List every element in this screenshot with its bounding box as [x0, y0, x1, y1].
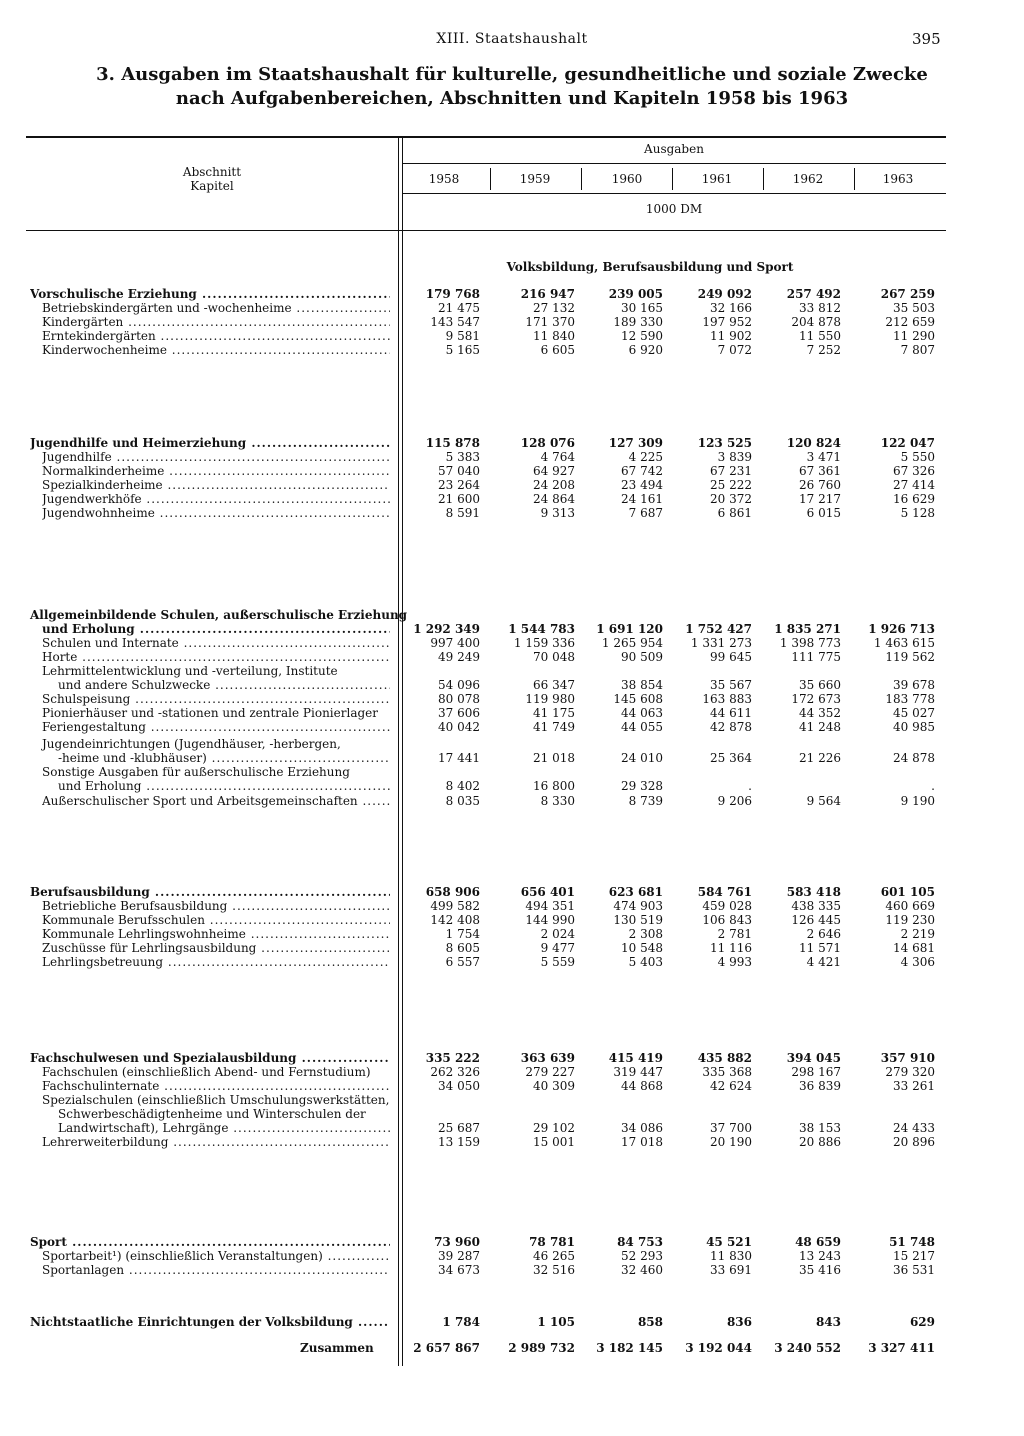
value-cell-1958: 54 096 [438, 678, 480, 692]
value-cell-1959: 11 840 [533, 329, 575, 343]
value-cell-1963: 5 128 [900, 506, 935, 520]
value-cell-1962: 13 243 [799, 1249, 841, 1263]
value-cell-1961: 42 624 [710, 1079, 752, 1093]
value-cell-1963: 267 259 [880, 287, 935, 301]
value-cell-1959: 2 024 [540, 927, 575, 941]
value-cell-1959: 656 401 [520, 885, 575, 899]
value-cell-1958: 80 078 [438, 692, 480, 706]
value-cell-1960: 17 018 [621, 1135, 663, 1149]
row-label: Landwirtschaft), Lehrgänge ..... [58, 1122, 390, 1135]
value-cell-1961: 20 372 [710, 492, 752, 506]
value-cell-1958: 997 400 [430, 636, 480, 650]
value-cell-1958: 2 657 867 [413, 1341, 480, 1355]
value-cell-1962: 1 835 271 [774, 622, 841, 636]
value-cell-1959: 40 309 [533, 1079, 575, 1093]
value-cell-1959: 1 105 [537, 1315, 575, 1329]
row-label: Jugendwerkhöfe ..... [42, 493, 390, 506]
row-label: Zuschüsse für Lehrlingsausbildung ..... [42, 942, 390, 955]
value-cell-1958: 1 292 349 [413, 622, 480, 636]
value-cell-1963: 460 669 [885, 899, 935, 913]
value-cell-1960: 6 920 [628, 343, 663, 357]
row-label: Kindergärten ..... [42, 316, 390, 329]
value-cell-1959: 41 175 [533, 706, 575, 720]
row-label: Feriengestaltung ..... [42, 721, 390, 734]
value-cell-1958: 142 408 [430, 913, 480, 927]
value-cell-1958: 21 600 [438, 492, 480, 506]
value-cell-1960: 145 608 [613, 692, 663, 706]
value-cell-1960: 24 010 [621, 751, 663, 765]
value-cell-1958: 13 159 [438, 1135, 480, 1149]
value-cell-1962: 438 335 [791, 899, 841, 913]
section-title: Volksbildung, Berufsausbildung und Sport [506, 260, 794, 274]
value-cell-1959: 6 605 [540, 343, 575, 357]
value-cell-1963: 2 219 [900, 927, 935, 941]
value-cell-1962: 41 248 [799, 720, 841, 734]
stub-header-kapitel: Kapitel [190, 179, 234, 193]
value-cell-1961: 584 761 [697, 885, 752, 899]
value-cell-1958: 8 605 [445, 941, 480, 955]
value-cell-1961: 836 [726, 1315, 752, 1329]
value-cell-1963: 357 910 [880, 1051, 935, 1065]
row-label: Allgemeinbildende Schulen, außerschulische Erziehung [30, 608, 408, 622]
value-cell-1959: 8 330 [540, 794, 575, 808]
value-cell-1959: 64 927 [533, 464, 575, 478]
year-header-1959: 1959 [519, 172, 551, 186]
row-label: Außerschulischer Sport und Arbeitsgemeinschaften ..... [42, 795, 390, 808]
value-cell-1959: 494 351 [525, 899, 575, 913]
value-cell-1962: 4 421 [806, 955, 841, 969]
value-cell-1963: 11 290 [893, 329, 935, 343]
row-label: Zusammen [300, 1341, 374, 1355]
value-cell-1962: 33 812 [799, 301, 841, 315]
value-cell-1958: 115 878 [425, 436, 480, 450]
value-cell-1958: 25 687 [438, 1121, 480, 1135]
value-cell-1960: 44 055 [621, 720, 663, 734]
value-cell-1962: 172 673 [791, 692, 841, 706]
row-label: Sport ..... [30, 1236, 390, 1249]
value-cell-1960: 44 868 [621, 1079, 663, 1093]
value-cell-1961: 7 072 [717, 343, 752, 357]
value-cell-1958: 39 287 [438, 1249, 480, 1263]
value-cell-1959: 5 559 [540, 955, 575, 969]
year-separator [672, 168, 673, 190]
value-cell-1962: 394 045 [786, 1051, 841, 1065]
value-cell-1958: 179 768 [425, 287, 480, 301]
value-cell-1958: 40 042 [438, 720, 480, 734]
value-cell-1959: 2 989 732 [508, 1341, 575, 1355]
value-cell-1961: 4 993 [717, 955, 752, 969]
value-cell-1963: 119 230 [885, 913, 935, 927]
value-cell-1961: 11 902 [710, 329, 752, 343]
year-header-1963: 1963 [882, 172, 914, 186]
value-cell-1960: 858 [637, 1315, 663, 1329]
value-cell-1958: 5 383 [445, 450, 480, 464]
value-cell-1962: 11 571 [799, 941, 841, 955]
value-cell-1959: 46 265 [533, 1249, 575, 1263]
value-cell-1962: 67 361 [799, 464, 841, 478]
value-cell-1960: 44 063 [621, 706, 663, 720]
value-cell-1958: 499 582 [430, 899, 480, 913]
value-cell-1962: 257 492 [786, 287, 841, 301]
value-cell-1959: 78 781 [529, 1235, 575, 1249]
row-label: Jugendhilfe ..... [42, 451, 390, 464]
row-label: Sportarbeit¹) (einschließlich Veranstaltungen) ..... [42, 1250, 390, 1263]
header-years-rule [402, 193, 946, 194]
value-cell-1961: 25 364 [710, 751, 752, 765]
value-cell-1960: 29 328 [621, 779, 663, 793]
row-label: Horte ..... [42, 651, 390, 664]
value-cell-1959: 15 001 [533, 1135, 575, 1149]
value-cell-1961: 163 883 [702, 692, 752, 706]
value-cell-1959: 216 947 [520, 287, 575, 301]
value-cell-1961: 9 206 [717, 794, 752, 808]
value-cell-1961: 123 525 [697, 436, 752, 450]
header-bottom-rule [26, 230, 946, 231]
row-label: -heime und -klubhäuser) ..... [58, 752, 390, 765]
value-cell-1960: 319 447 [613, 1065, 663, 1079]
value-cell-1960: 415 419 [608, 1051, 663, 1065]
value-cell-1959: 9 477 [540, 941, 575, 955]
header-group-rule [402, 163, 946, 164]
value-cell-1961: 335 368 [702, 1065, 752, 1079]
value-cell-1963: 14 681 [893, 941, 935, 955]
row-label: Sportanlagen ..... [42, 1264, 390, 1277]
value-cell-1961: 11 116 [710, 941, 752, 955]
value-cell-1960: 67 742 [621, 464, 663, 478]
value-cell-1961: 1 752 427 [685, 622, 752, 636]
value-cell-1963: 1 926 713 [868, 622, 935, 636]
row-label: Schulspeisung ..... [42, 693, 390, 706]
value-cell-1959: 128 076 [520, 436, 575, 450]
value-cell-1959: 144 990 [525, 913, 575, 927]
value-cell-1960: 239 005 [608, 287, 663, 301]
value-cell-1962: 3 240 552 [774, 1341, 841, 1355]
value-cell-1960: 474 903 [613, 899, 663, 913]
row-label: Jugendeinrichtungen (Jugendhäuser, -herbergen, [42, 737, 341, 751]
value-cell-1959: 29 102 [533, 1121, 575, 1135]
row-label: Kommunale Lehrlingswohnheime ..... [42, 928, 390, 941]
value-cell-1962: 38 153 [799, 1121, 841, 1135]
value-cell-1960: 5 403 [628, 955, 663, 969]
value-cell-1961: 3 839 [717, 450, 752, 464]
row-label: Fachschulen (einschließlich Abend- und Fernstudium) [42, 1065, 371, 1079]
value-cell-1960: 23 494 [621, 478, 663, 492]
value-cell-1958: 37 606 [438, 706, 480, 720]
value-cell-1961: 33 691 [710, 1263, 752, 1277]
value-cell-1958: 335 222 [425, 1051, 480, 1065]
value-cell-1961: 99 645 [710, 650, 752, 664]
value-cell-1959: 1 544 783 [508, 622, 575, 636]
value-cell-1961: 67 231 [710, 464, 752, 478]
row-label: Vorschulische Erziehung ..... [30, 288, 390, 301]
value-cell-1963: 629 [909, 1315, 935, 1329]
value-cell-1963: 119 562 [885, 650, 935, 664]
unit-label: 1000 DM [645, 202, 703, 216]
row-label: Kinderwochenheime ..... [42, 344, 390, 357]
value-cell-1962: 11 550 [799, 329, 841, 343]
value-cell-1963: 45 027 [893, 706, 935, 720]
row-label: und andere Schulzwecke ..... [58, 679, 390, 692]
value-cell-1959: 171 370 [525, 315, 575, 329]
value-cell-1962: 7 252 [806, 343, 841, 357]
value-cell-1960: 623 681 [608, 885, 663, 899]
value-cell-1961: 6 861 [717, 506, 752, 520]
value-cell-1963: 67 326 [893, 464, 935, 478]
value-cell-1958: 262 326 [430, 1065, 480, 1079]
value-cell-1963: 36 531 [893, 1263, 935, 1277]
value-cell-1963: . [931, 779, 935, 793]
row-label: Sonstige Ausgaben für außerschulische Erziehung [42, 765, 350, 779]
row-label: Jugendhilfe und Heimerziehung ..... [30, 437, 390, 450]
value-cell-1963: 51 748 [889, 1235, 935, 1249]
value-cell-1958: 8 591 [445, 506, 480, 520]
year-separator [490, 168, 491, 190]
value-cell-1958: 1 754 [445, 927, 480, 941]
value-cell-1961: 459 028 [702, 899, 752, 913]
value-cell-1963: 40 985 [893, 720, 935, 734]
value-cell-1959: 24 864 [533, 492, 575, 506]
year-header-1960: 1960 [611, 172, 643, 186]
value-cell-1960: 30 165 [621, 301, 663, 315]
value-cell-1961: 32 166 [710, 301, 752, 315]
value-cell-1963: 24 878 [893, 751, 935, 765]
value-cell-1963: 183 778 [885, 692, 935, 706]
value-cell-1960: 34 086 [621, 1121, 663, 1135]
value-cell-1960: 2 308 [628, 927, 663, 941]
row-label: Nichtstaatliche Einrichtungen der Volksbildung ..... [30, 1316, 390, 1329]
value-cell-1962: 48 659 [795, 1235, 841, 1249]
value-cell-1960: 90 509 [621, 650, 663, 664]
value-cell-1963: 24 433 [893, 1121, 935, 1135]
value-cell-1960: 7 687 [628, 506, 663, 520]
value-cell-1963: 9 190 [900, 794, 935, 808]
value-cell-1960: 32 460 [621, 1263, 663, 1277]
value-cell-1959: 41 749 [533, 720, 575, 734]
table-title-line-2: nach Aufgabenbereichen, Abschnitten und Kapiteln 1958 bis 1963 [175, 88, 849, 109]
running-head: XIII. Staatshaushalt [436, 31, 588, 47]
value-cell-1963: 122 047 [880, 436, 935, 450]
value-cell-1961: 42 878 [710, 720, 752, 734]
row-label: Pionierhäuser und -stationen und zentrale Pionierlager [42, 706, 378, 720]
value-cell-1958: 658 906 [425, 885, 480, 899]
row-label: Jugendwohnheime ..... [42, 507, 390, 520]
value-cell-1963: 15 217 [893, 1249, 935, 1263]
value-cell-1960: 130 519 [613, 913, 663, 927]
value-cell-1963: 16 629 [893, 492, 935, 506]
value-cell-1961: 435 882 [697, 1051, 752, 1065]
value-cell-1961: 20 190 [710, 1135, 752, 1149]
year-header-1962: 1962 [792, 172, 824, 186]
year-separator [763, 168, 764, 190]
value-cell-1963: 212 659 [885, 315, 935, 329]
value-cell-1959: 119 980 [525, 692, 575, 706]
value-cell-1962: 35 416 [799, 1263, 841, 1277]
value-cell-1963: 601 105 [880, 885, 935, 899]
group-header-ausgaben: Ausgaben [644, 142, 704, 156]
value-cell-1962: 26 760 [799, 478, 841, 492]
value-cell-1962: 35 660 [799, 678, 841, 692]
value-cell-1960: 10 548 [621, 941, 663, 955]
value-cell-1963: 4 306 [900, 955, 935, 969]
value-cell-1963: 3 327 411 [868, 1341, 935, 1355]
value-cell-1958: 34 050 [438, 1079, 480, 1093]
row-label: Spezialschulen (einschließlich Umschulungswerkstätten, [42, 1093, 390, 1107]
value-cell-1960: 8 739 [628, 794, 663, 808]
year-separator [854, 168, 855, 190]
value-cell-1963: 279 320 [885, 1065, 935, 1079]
row-label: Kommunale Berufsschulen ..... [42, 914, 390, 927]
value-cell-1960: 38 854 [621, 678, 663, 692]
value-cell-1962: 111 775 [791, 650, 841, 664]
value-cell-1962: 2 646 [806, 927, 841, 941]
value-cell-1958: 49 249 [438, 650, 480, 664]
value-cell-1958: 9 581 [445, 329, 480, 343]
value-cell-1962: 1 398 773 [779, 636, 841, 650]
value-cell-1961: . [748, 779, 752, 793]
value-cell-1961: 44 611 [710, 706, 752, 720]
value-cell-1959: 70 048 [533, 650, 575, 664]
row-label: Schwerbeschädigtenheime und Winterschulen der [58, 1107, 366, 1121]
value-cell-1962: 36 839 [799, 1079, 841, 1093]
value-cell-1958: 23 264 [438, 478, 480, 492]
row-label: Spezialkinderheime ..... [42, 479, 390, 492]
value-cell-1960: 12 590 [621, 329, 663, 343]
value-cell-1960: 3 182 145 [596, 1341, 663, 1355]
value-cell-1958: 34 673 [438, 1263, 480, 1277]
value-cell-1962: 20 886 [799, 1135, 841, 1149]
value-cell-1963: 33 261 [893, 1079, 935, 1093]
value-cell-1961: 37 700 [710, 1121, 752, 1135]
row-label: Lehrlingsbetreuung ..... [42, 956, 390, 969]
stub-header-abschnitt: Abschnitt [182, 165, 242, 179]
row-label: Lehrerweiterbildung ..... [42, 1136, 390, 1149]
value-cell-1961: 2 781 [717, 927, 752, 941]
value-cell-1962: 44 352 [799, 706, 841, 720]
value-cell-1959: 32 516 [533, 1263, 575, 1277]
value-cell-1958: 21 475 [438, 301, 480, 315]
row-label: Schulen und Internate ..... [42, 637, 390, 650]
value-cell-1960: 127 309 [608, 436, 663, 450]
row-label: Fachschulwesen und Spezialausbildung ..... [30, 1052, 390, 1065]
value-cell-1960: 24 161 [621, 492, 663, 506]
value-cell-1961: 45 521 [706, 1235, 752, 1249]
value-cell-1960: 84 753 [617, 1235, 663, 1249]
value-cell-1962: 126 445 [791, 913, 841, 927]
value-cell-1960: 52 293 [621, 1249, 663, 1263]
value-cell-1961: 106 843 [702, 913, 752, 927]
row-label: und Erholung ..... [42, 623, 390, 636]
row-label: Berufsausbildung ..... [30, 886, 390, 899]
value-cell-1962: 298 167 [791, 1065, 841, 1079]
page-number: 395 [912, 30, 941, 48]
value-cell-1958: 8 402 [445, 779, 480, 793]
value-cell-1961: 249 092 [697, 287, 752, 301]
value-cell-1959: 21 018 [533, 751, 575, 765]
value-cell-1963: 7 807 [900, 343, 935, 357]
value-cell-1960: 1 691 120 [596, 622, 663, 636]
value-cell-1959: 9 313 [540, 506, 575, 520]
value-cell-1961: 25 222 [710, 478, 752, 492]
value-cell-1962: 3 471 [806, 450, 841, 464]
value-cell-1958: 8 035 [445, 794, 480, 808]
value-cell-1962: 843 [815, 1315, 841, 1329]
table-title-line-1: 3. Ausgaben im Staatshaushalt für kulturelle, gesundheitliche und soziale Zwecke [96, 64, 928, 85]
value-cell-1963: 5 550 [900, 450, 935, 464]
value-cell-1962: 17 217 [799, 492, 841, 506]
year-separator [581, 168, 582, 190]
row-label: Normalkinderheime ..... [42, 465, 390, 478]
value-cell-1959: 66 347 [533, 678, 575, 692]
row-label: Erntekindergärten ..... [42, 330, 390, 343]
value-cell-1963: 35 503 [893, 301, 935, 315]
row-label: Betriebliche Berufsausbildung ..... [42, 900, 390, 913]
value-cell-1958: 143 547 [430, 315, 480, 329]
value-cell-1959: 27 132 [533, 301, 575, 315]
value-cell-1958: 6 557 [445, 955, 480, 969]
year-header-1961: 1961 [701, 172, 733, 186]
value-cell-1959: 16 800 [533, 779, 575, 793]
value-cell-1958: 17 441 [438, 751, 480, 765]
value-cell-1958: 5 165 [445, 343, 480, 357]
value-cell-1961: 197 952 [702, 315, 752, 329]
header-top-rule [26, 136, 946, 138]
value-cell-1963: 27 414 [893, 478, 935, 492]
value-cell-1962: 204 878 [791, 315, 841, 329]
value-cell-1960: 1 265 954 [601, 636, 663, 650]
value-cell-1961: 35 567 [710, 678, 752, 692]
row-label: Fachschulinternate ..... [42, 1080, 390, 1093]
value-cell-1962: 583 418 [786, 885, 841, 899]
value-cell-1961: 3 192 044 [685, 1341, 752, 1355]
value-cell-1961: 11 830 [710, 1249, 752, 1263]
value-cell-1962: 120 824 [786, 436, 841, 450]
value-cell-1962: 21 226 [799, 751, 841, 765]
value-cell-1960: 189 330 [613, 315, 663, 329]
value-cell-1963: 20 896 [893, 1135, 935, 1149]
value-cell-1961: 1 331 273 [690, 636, 752, 650]
value-cell-1959: 24 208 [533, 478, 575, 492]
value-cell-1959: 1 159 336 [513, 636, 575, 650]
value-cell-1959: 363 639 [520, 1051, 575, 1065]
value-cell-1959: 4 764 [540, 450, 575, 464]
value-cell-1958: 57 040 [438, 464, 480, 478]
value-cell-1959: 279 227 [525, 1065, 575, 1079]
value-cell-1958: 73 960 [434, 1235, 480, 1249]
value-cell-1962: 9 564 [806, 794, 841, 808]
row-label: Betriebskindergärten und -wochenheime ..... [42, 302, 390, 315]
value-cell-1962: 6 015 [806, 506, 841, 520]
value-cell-1960: 4 225 [628, 450, 663, 464]
value-cell-1963: 39 678 [893, 678, 935, 692]
year-header-1958: 1958 [428, 172, 460, 186]
row-label: und Erholung ..... [58, 780, 390, 793]
row-label: Lehrmittelentwicklung und -verteilung, Institute [42, 664, 338, 678]
value-cell-1958: 1 784 [442, 1315, 480, 1329]
value-cell-1963: 1 463 615 [873, 636, 935, 650]
